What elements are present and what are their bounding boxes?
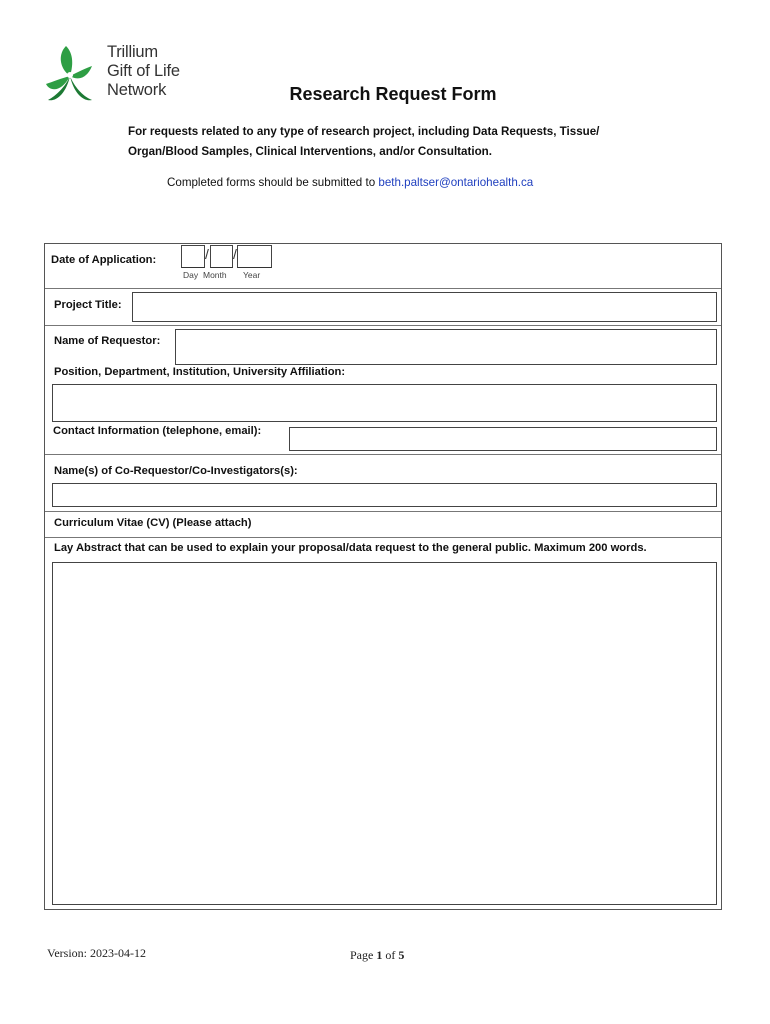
- date-of-application-label: Date of Application:: [51, 254, 157, 266]
- date-field-group: [181, 244, 281, 284]
- date-slash-1: /: [205, 246, 209, 262]
- logo-line-2: Gift of Life: [107, 62, 180, 80]
- submission-note: [167, 176, 533, 189]
- lay-abstract-label: Lay Abstract that can be used to explain your proposal/data request to the general public. Maximum 200 words.: [54, 542, 647, 554]
- project-title-label: Project Title:: [54, 299, 122, 311]
- page-of: of: [382, 948, 399, 962]
- submission-email-link[interactable]: beth.paltser@ontariohealth.ca: [378, 176, 534, 189]
- research-request-form: [44, 243, 722, 910]
- co-investigators-label: Name(s) of Co-Requestor/Co-Investigators(s):: [54, 465, 298, 477]
- date-day-input[interactable]: [181, 245, 205, 268]
- page-total: 5: [398, 948, 405, 962]
- date-slash-2: /: [233, 246, 237, 262]
- date-caption-month: Month: [203, 270, 227, 280]
- curriculum-vitae-label: Curriculum Vitae (CV) (Please attach): [54, 517, 252, 529]
- row-divider: [45, 537, 721, 538]
- version-label: Version: 2023-04-12: [47, 946, 146, 960]
- contact-information-input[interactable]: [289, 427, 717, 451]
- name-of-requestor-input[interactable]: [175, 329, 717, 365]
- position-affiliation-label: Position, Department, Institution, University Affiliation:: [54, 366, 346, 378]
- name-of-requestor-label: Name of Requestor:: [54, 335, 161, 347]
- page-current: 1: [376, 948, 383, 962]
- date-caption-year: Year: [243, 270, 261, 280]
- row-divider: [45, 454, 721, 455]
- submission-prefix: Completed forms should be submitted to: [167, 176, 379, 189]
- date-month-input[interactable]: [210, 245, 233, 268]
- form-title: Research Request Form: [289, 84, 497, 104]
- intro-text: For requests related to any type of research project, including Data Requests, Tissue/ Organ/Blood Samples, Clinical Interventions, and/or Consultation.: [128, 125, 600, 158]
- page-number: [350, 948, 404, 963]
- logo-line-3: Network: [107, 81, 167, 99]
- row-divider: [45, 325, 721, 326]
- project-title-input[interactable]: [132, 292, 717, 322]
- logo-line-1: Trillium: [107, 43, 158, 61]
- row-divider: [45, 288, 721, 289]
- position-affiliation-input[interactable]: [52, 384, 717, 422]
- contact-information-label: Contact Information (telephone, email):: [53, 425, 262, 437]
- co-investigators-input[interactable]: [52, 483, 717, 507]
- page-prefix: Page: [350, 948, 377, 962]
- date-caption-day: Day: [183, 270, 199, 280]
- lay-abstract-textarea[interactable]: [52, 562, 717, 905]
- row-divider: [45, 511, 721, 512]
- date-year-input[interactable]: [237, 245, 272, 268]
